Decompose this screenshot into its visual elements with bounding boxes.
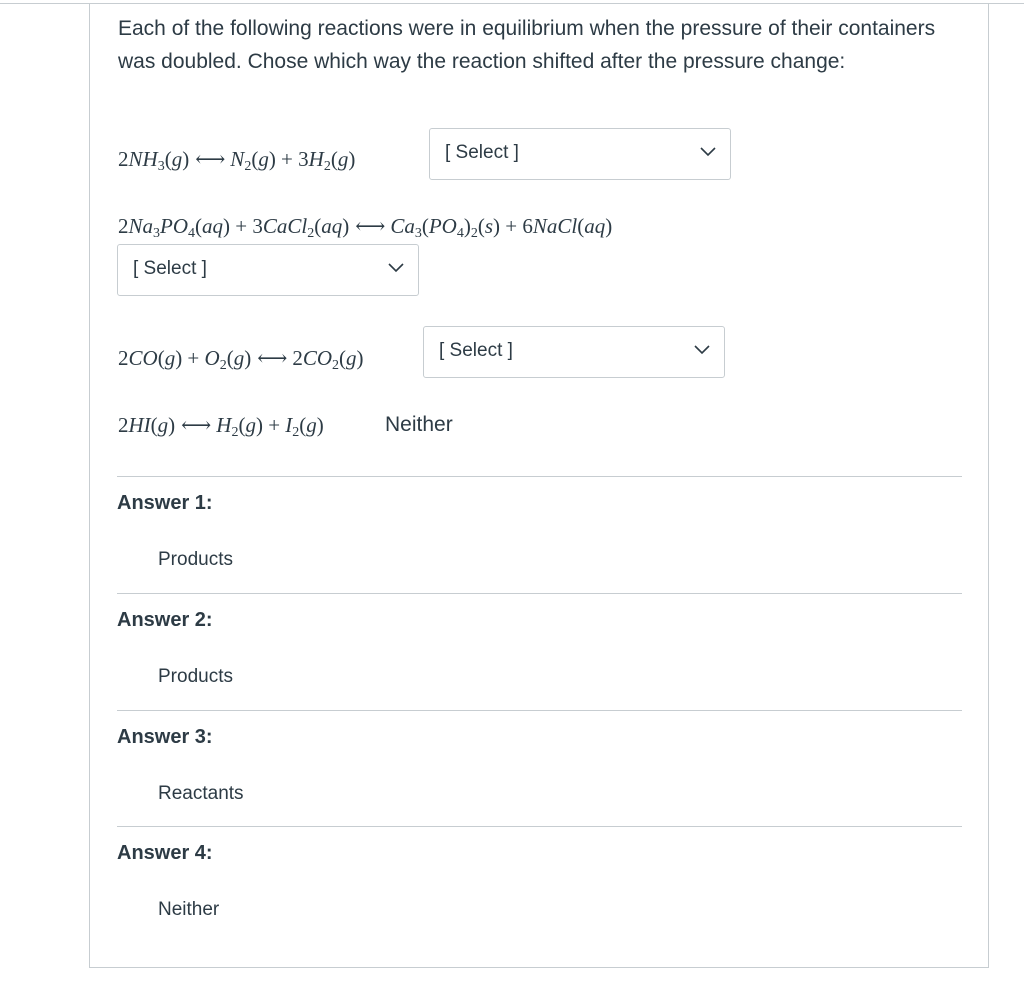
answer-1-value: Products <box>158 549 233 570</box>
answer-3-label: Answer 3: <box>117 726 213 748</box>
reaction-4-answer: Neither <box>385 413 453 436</box>
select-placeholder: [ Select ] <box>445 142 519 163</box>
chevron-down-icon <box>388 263 404 273</box>
answer-2-value: Products <box>158 666 233 687</box>
reaction-1-select[interactable] <box>429 128 731 180</box>
divider <box>117 710 962 711</box>
answer-1-label: Answer 1: <box>117 492 213 514</box>
divider <box>117 593 962 594</box>
answer-4-value: Neither <box>158 899 220 920</box>
reaction-2-select[interactable] <box>117 244 419 296</box>
select-placeholder: [ Select ] <box>439 340 513 361</box>
reaction-equation-2: $2Na_3PO_4(aq)$ + 3CaCl$_2$(aq) ⟷ $Ca_3(PO_4)_2(s)$ + 6NaCl(aq) <box>118 214 613 241</box>
chevron-down-icon <box>694 345 710 355</box>
divider <box>117 476 962 477</box>
reaction-equation-3: $2CO(g) + O_2(g)$ ⟷ $2CO_2(g)$ <box>118 346 364 373</box>
answer-3-value: Reactants <box>158 783 244 804</box>
answer-4-label: Answer 4: <box>117 842 213 864</box>
reaction-equation-1: $2NH_3(g)$ ⟷ $N_2(g) + 3H_2(g)$ <box>118 147 356 174</box>
divider <box>117 826 962 827</box>
question-prompt: Each of the following reactions were in equilibrium when the pressure of their containers was doubled. Chose which way the reaction shifted after the pressure change: <box>118 17 936 73</box>
reaction-3-select[interactable] <box>423 326 725 378</box>
chevron-down-icon <box>700 147 716 157</box>
reaction-equation-4: 2HI(g) ⟷ $H_2(g) + I_2(g)$ <box>118 413 324 440</box>
select-placeholder: [ Select ] <box>133 258 207 279</box>
answer-2-label: Answer 2: <box>117 609 213 631</box>
